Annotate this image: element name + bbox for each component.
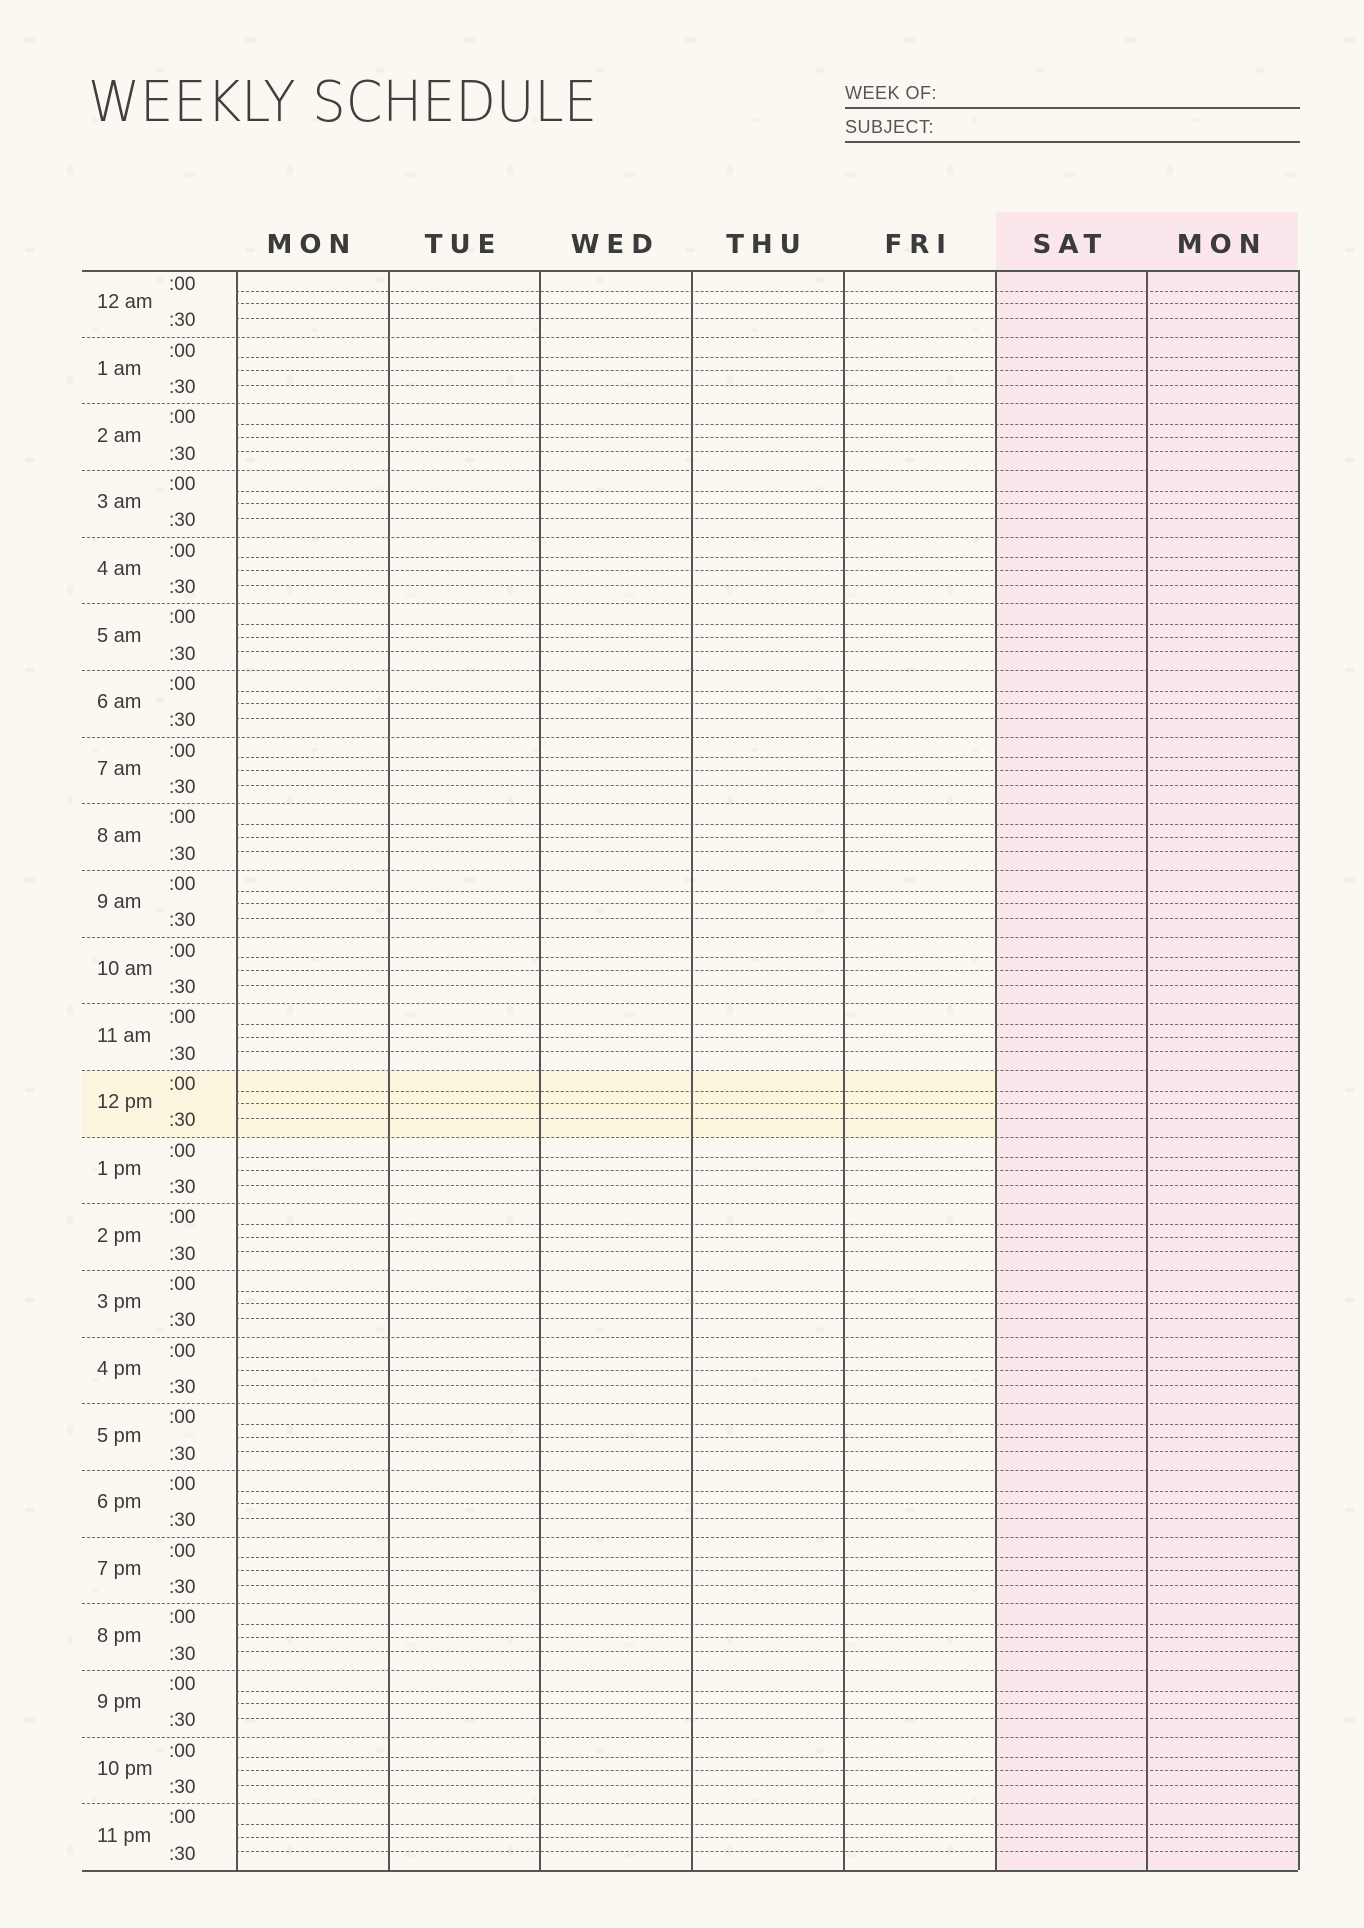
- hour-label: 2 am: [97, 424, 142, 447]
- hour-line: [82, 1003, 1298, 1004]
- hour-label: 9 am: [97, 891, 142, 914]
- quarter-line: [236, 1185, 1298, 1186]
- quarter-line: [236, 1451, 1298, 1452]
- half-hour-line: [236, 570, 1298, 571]
- quarter-line: [236, 1491, 1298, 1492]
- hour-label: 12 pm: [97, 1091, 153, 1114]
- minute-label-00: :00: [169, 1740, 196, 1762]
- minute-label-30: :30: [169, 1777, 196, 1798]
- hour-label: 5 pm: [97, 1424, 142, 1447]
- half-hour-line: [236, 1437, 1298, 1438]
- half-hour-line: [236, 1703, 1298, 1704]
- minute-label-00: :00: [169, 1074, 196, 1095]
- hour-label: 7 am: [97, 758, 142, 780]
- minute-label-30: :30: [169, 910, 196, 932]
- minute-label-30: :30: [169, 1043, 196, 1065]
- minute-label-00: :00: [169, 340, 196, 362]
- minute-label-30: :30: [169, 843, 196, 865]
- quarter-line: [236, 1318, 1298, 1319]
- minute-label-00: :00: [169, 1407, 196, 1429]
- quarter-line: [236, 585, 1298, 586]
- quarter-line: [236, 291, 1298, 292]
- quarter-line: [236, 1785, 1298, 1786]
- week-of-label: WEEK OF:: [845, 83, 938, 103]
- hour-label: 4 am: [97, 558, 142, 580]
- subject-label: SUBJECT:: [845, 117, 935, 137]
- half-hour-line: [236, 303, 1298, 304]
- minute-label-30: :30: [169, 377, 196, 398]
- minute-label-30: :30: [169, 1510, 196, 1532]
- half-hour-line: [236, 1637, 1298, 1638]
- minute-label-00: :00: [169, 474, 196, 495]
- quarter-line: [236, 1824, 1298, 1825]
- minute-label-00: :00: [169, 874, 196, 895]
- hour-label: 3 pm: [97, 1291, 142, 1314]
- half-hour-line: [236, 1103, 1298, 1104]
- hour-label: 7 pm: [97, 1558, 142, 1580]
- half-hour-line: [236, 1837, 1298, 1838]
- hour-label: 6 pm: [97, 1491, 142, 1514]
- quarter-line: [236, 757, 1298, 758]
- minute-label-00: :00: [169, 274, 196, 295]
- quarter-line: [236, 718, 1298, 719]
- hour-line: [82, 1803, 1298, 1804]
- quarter-line: [236, 1118, 1298, 1119]
- quarter-line: [236, 851, 1298, 852]
- day-header-thu: THU: [726, 230, 808, 260]
- quarter-line: [236, 1091, 1298, 1092]
- quarter-line: [236, 624, 1298, 625]
- minute-label-00: :00: [169, 1274, 196, 1295]
- quarter-line: [236, 518, 1298, 519]
- minute-label-00: :00: [169, 1340, 196, 1362]
- quarter-line: [236, 691, 1298, 692]
- quarter-line: [236, 1157, 1298, 1158]
- hour-label: 8 pm: [97, 1624, 142, 1647]
- minute-label-00: :00: [169, 1674, 196, 1695]
- hour-line: [82, 403, 1298, 404]
- quarter-line: [236, 1757, 1298, 1758]
- hour-line: [82, 1737, 1298, 1738]
- quarter-line: [236, 1585, 1298, 1586]
- hour-line: [82, 670, 1298, 671]
- hour-line: [82, 537, 1298, 538]
- quarter-line: [236, 357, 1298, 358]
- half-hour-line: [236, 1170, 1298, 1171]
- hour-line: [82, 737, 1298, 738]
- hour-label: 11 am: [97, 1024, 152, 1047]
- hour-line: [82, 1670, 1298, 1671]
- hour-label: 9 pm: [97, 1691, 142, 1714]
- day-header-fri: FRI: [884, 230, 953, 260]
- quarter-line: [236, 891, 1298, 892]
- hour-line: [82, 1470, 1298, 1471]
- minute-label-30: :30: [169, 310, 196, 332]
- minute-label-30: :30: [169, 777, 196, 798]
- hour-line: [82, 870, 1298, 871]
- quarter-line: [236, 1251, 1298, 1252]
- column-divider: [1298, 270, 1300, 1870]
- hour-line: [82, 1203, 1298, 1204]
- minute-label-30: :30: [169, 1710, 196, 1732]
- day-header-wed: WED: [570, 230, 660, 260]
- minute-label-00: :00: [169, 1140, 196, 1162]
- half-hour-line: [236, 1037, 1298, 1038]
- hour-label: 1 am: [97, 358, 142, 380]
- hour-line: [82, 1403, 1298, 1404]
- quarter-line: [236, 785, 1298, 786]
- minute-label-30: :30: [169, 1377, 196, 1398]
- minute-label-00: :00: [169, 407, 196, 429]
- minute-label-30: :30: [169, 710, 196, 732]
- hour-label: 4 pm: [97, 1358, 142, 1380]
- quarter-line: [236, 1557, 1298, 1558]
- quarter-line: [236, 385, 1298, 386]
- quarter-line: [236, 1024, 1298, 1025]
- hour-label: 12 am: [97, 291, 153, 314]
- quarter-line: [236, 1291, 1298, 1292]
- half-hour-line: [236, 1303, 1298, 1304]
- quarter-line: [236, 957, 1298, 958]
- day-header-sat: SAT: [1032, 230, 1109, 260]
- quarter-line: [236, 918, 1298, 919]
- quarter-line: [236, 424, 1298, 425]
- minute-label-30: :30: [169, 1310, 196, 1332]
- minute-label-30: :30: [169, 1243, 196, 1265]
- grid-bottom-border: [82, 1870, 1298, 1872]
- quarter-line: [236, 491, 1298, 492]
- subject-field[interactable]: [845, 110, 1300, 143]
- page-title: WEEKLY SCHEDULE: [88, 70, 597, 135]
- quarter-line: [236, 1851, 1298, 1852]
- quarter-line: [236, 651, 1298, 652]
- hour-label: 6 am: [97, 691, 142, 714]
- quarter-line: [236, 1424, 1298, 1425]
- hour-label: 11 pm: [97, 1824, 152, 1847]
- half-hour-line: [236, 1570, 1298, 1571]
- quarter-line: [236, 1651, 1298, 1652]
- half-hour-line: [236, 770, 1298, 771]
- half-hour-line: [236, 1503, 1298, 1504]
- quarter-line: [236, 985, 1298, 986]
- hour-line: [82, 1270, 1298, 1271]
- minute-label-00: :00: [169, 940, 196, 962]
- half-hour-line: [236, 903, 1298, 904]
- half-hour-line: [236, 837, 1298, 838]
- half-hour-line: [236, 970, 1298, 971]
- minute-label-00: :00: [169, 1807, 196, 1829]
- minute-label-00: :00: [169, 1607, 196, 1629]
- hour-label: 10 am: [97, 958, 153, 980]
- minute-label-30: :30: [169, 1843, 196, 1865]
- hour-label: 2 pm: [97, 1224, 142, 1247]
- minute-label-00: :00: [169, 1207, 196, 1229]
- half-hour-line: [236, 1370, 1298, 1371]
- hour-line: [82, 603, 1298, 604]
- quarter-line: [236, 1691, 1298, 1692]
- quarter-line: [236, 1385, 1298, 1386]
- hour-line: [82, 1337, 1298, 1338]
- half-hour-line: [236, 370, 1298, 371]
- minute-label-30: :30: [169, 977, 196, 998]
- hour-line: [82, 337, 1298, 338]
- minute-label-00: :00: [169, 607, 196, 629]
- grid-top-border: [82, 270, 1298, 272]
- minute-label-00: :00: [169, 1474, 196, 1495]
- minute-label-30: :30: [169, 443, 196, 465]
- quarter-line: [236, 1518, 1298, 1519]
- minute-label-30: :30: [169, 643, 196, 665]
- hour-line: [82, 937, 1298, 938]
- minute-label-00: :00: [169, 1007, 196, 1029]
- quarter-line: [236, 824, 1298, 825]
- day-header-mon-2: MON: [1176, 230, 1268, 260]
- hour-line: [82, 803, 1298, 804]
- quarter-line: [236, 318, 1298, 319]
- quarter-line: [236, 1357, 1298, 1358]
- quarter-line: [236, 1051, 1298, 1052]
- half-hour-line: [236, 1237, 1298, 1238]
- half-hour-line: [236, 703, 1298, 704]
- hour-label: 3 am: [97, 491, 142, 514]
- quarter-line: [236, 1718, 1298, 1719]
- minute-label-00: :00: [169, 674, 196, 695]
- quarter-line: [236, 451, 1298, 452]
- minute-label-30: :30: [169, 1577, 196, 1598]
- minute-label-00: :00: [169, 540, 196, 562]
- hour-line: [82, 1537, 1298, 1538]
- quarter-line: [236, 557, 1298, 558]
- half-hour-line: [236, 1770, 1298, 1771]
- minute-label-30: :30: [169, 577, 196, 598]
- quarter-line: [236, 1224, 1298, 1225]
- half-hour-line: [236, 437, 1298, 438]
- hour-label: 1 pm: [97, 1158, 142, 1180]
- hour-line: [82, 470, 1298, 471]
- hour-label: 5 am: [97, 624, 142, 647]
- hour-line: [82, 1137, 1298, 1138]
- minute-label-30: :30: [169, 1177, 196, 1198]
- day-header-mon: MON: [266, 230, 358, 260]
- minute-label-00: :00: [169, 807, 196, 829]
- minute-label-30: :30: [169, 1443, 196, 1465]
- hour-line: [82, 1603, 1298, 1604]
- half-hour-line: [236, 637, 1298, 638]
- week-of-field[interactable]: [845, 76, 1300, 109]
- minute-label-00: :00: [169, 1540, 196, 1562]
- half-hour-line: [236, 503, 1298, 504]
- hour-label: 10 pm: [97, 1758, 153, 1780]
- quarter-line: [236, 1624, 1298, 1625]
- minute-label-30: :30: [169, 1643, 196, 1665]
- minute-label-00: :00: [169, 740, 196, 762]
- minute-label-30: :30: [169, 1110, 196, 1132]
- hour-label: 8 am: [97, 824, 142, 847]
- minute-label-30: :30: [169, 510, 196, 532]
- hour-line: [82, 1070, 1298, 1071]
- day-header-tue: TUE: [424, 230, 503, 260]
